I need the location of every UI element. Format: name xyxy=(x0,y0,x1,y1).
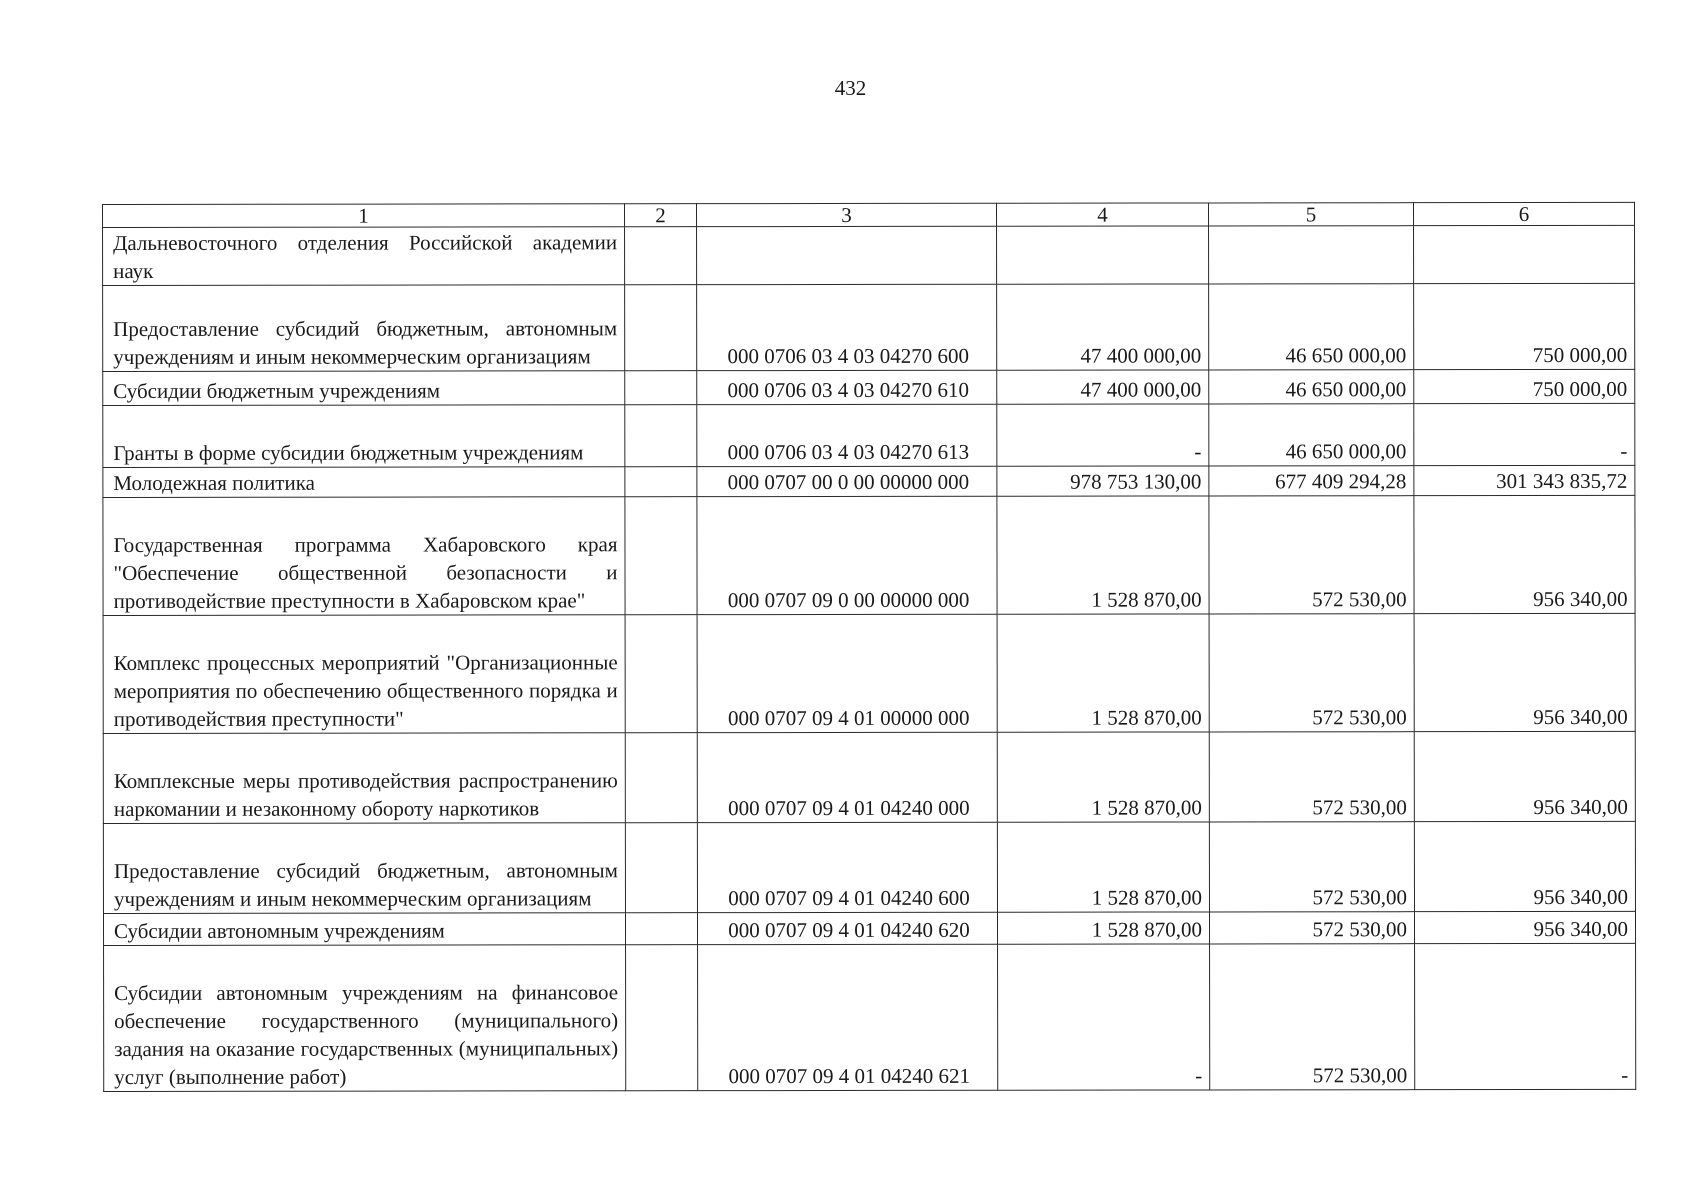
row-value-6: 750 000,00 xyxy=(1414,369,1635,403)
row-value-4: 1 528 870,00 xyxy=(997,614,1209,732)
row-code: 000 0707 09 4 01 04240 600 xyxy=(697,822,997,912)
header-row xyxy=(103,202,1635,227)
row-col2 xyxy=(626,945,698,1091)
row-code xyxy=(697,226,997,284)
row-col2 xyxy=(625,823,697,913)
table-row xyxy=(103,911,1635,945)
row-value-4: - xyxy=(997,404,1209,466)
table-row xyxy=(103,369,1635,405)
column-header-2: 2 xyxy=(625,204,697,227)
row-value-6: 750 000,00 xyxy=(1414,283,1635,369)
row-name: Субсидии автономным учреждениям xyxy=(103,913,625,946)
row-value-5: 572 530,00 xyxy=(1210,944,1415,1090)
column-header-1: 1 xyxy=(103,204,625,228)
row-value-4 xyxy=(997,226,1209,284)
row-value-5: 572 530,00 xyxy=(1209,614,1414,732)
row-value-5: 572 530,00 xyxy=(1209,822,1414,912)
row-code: 000 0706 03 4 03 04270 600 xyxy=(697,284,997,370)
row-code: 000 0706 03 4 03 04270 613 xyxy=(697,404,997,466)
row-name: Предоставление субсидий бюджетным, автономным учреждениям и иным некоммерческим организациям xyxy=(103,823,625,914)
row-col2 xyxy=(625,285,697,371)
row-col2 xyxy=(625,371,697,405)
row-value-4: 47 400 000,00 xyxy=(997,284,1209,370)
row-value-4: 1 528 870,00 xyxy=(997,732,1209,822)
row-col2 xyxy=(625,733,697,823)
row-col2 xyxy=(625,227,697,285)
row-value-5: 572 530,00 xyxy=(1209,912,1414,944)
table-row xyxy=(104,943,1636,1091)
row-name: Комплексные меры противодействия распространению наркомании и незаконному обороту наркотиков xyxy=(103,733,625,824)
row-name: Дальневосточного отделения Российской академии наук xyxy=(103,227,625,286)
row-value-5: 677 409 294,28 xyxy=(1209,466,1414,496)
table-row xyxy=(103,403,1635,467)
row-value-4: 1 528 870,00 xyxy=(997,912,1209,944)
row-value-6: 956 340,00 xyxy=(1414,731,1635,821)
row-value-6: 956 340,00 xyxy=(1414,495,1635,613)
row-name: Гранты в форме субсидии бюджетным учреждениям xyxy=(103,405,625,468)
row-value-4: 1 528 870,00 xyxy=(997,496,1209,614)
row-value-5: 572 530,00 xyxy=(1209,732,1414,822)
row-value-5: 46 650 000,00 xyxy=(1209,370,1414,404)
column-header-4: 4 xyxy=(996,203,1208,226)
row-col2 xyxy=(625,497,697,615)
page-number: 432 xyxy=(834,76,867,100)
row-code: 000 0706 03 4 03 04270 610 xyxy=(697,370,997,404)
row-value-5: 572 530,00 xyxy=(1209,496,1414,614)
row-code: 000 0707 09 0 00 00000 000 xyxy=(697,496,997,614)
table-row xyxy=(103,283,1635,371)
row-value-6: 956 340,00 xyxy=(1414,821,1635,911)
row-value-6: - xyxy=(1415,943,1636,1089)
row-col2 xyxy=(625,467,697,497)
row-value-4: 1 528 870,00 xyxy=(997,822,1209,912)
row-code: 000 0707 09 4 01 04240 000 xyxy=(697,732,997,822)
row-name: Государственная программа Хабаровского края "Обеспечение общественной безопасности и противодействие преступности в Хабаровском крае" xyxy=(103,497,625,616)
table-row xyxy=(103,225,1635,285)
row-code: 000 0707 09 4 01 00000 000 xyxy=(697,614,997,732)
table-row xyxy=(103,495,1635,615)
row-name: Субсидии бюджетным учреждениям xyxy=(103,371,625,406)
row-value-6: 956 340,00 xyxy=(1414,613,1635,731)
column-header-5: 5 xyxy=(1208,203,1413,226)
table-row xyxy=(103,731,1635,823)
row-value-5: 46 650 000,00 xyxy=(1209,404,1414,466)
row-col2 xyxy=(625,913,697,945)
row-name: Субсидии автономным учреждениям на финансовое обеспечение государственного (муниципального) задания на оказание государственных (муниципальных) услуг (выполнение работ) xyxy=(104,945,626,1092)
row-value-4: 978 753 130,00 xyxy=(997,466,1209,496)
row-col2 xyxy=(625,615,697,733)
row-code: 000 0707 09 4 01 04240 621 xyxy=(698,944,998,1090)
row-code: 000 0707 00 0 00 00000 000 xyxy=(697,466,997,496)
row-value-6: 956 340,00 xyxy=(1414,911,1635,943)
column-header-3: 3 xyxy=(697,203,997,226)
row-name: Комплекс процессных мероприятий "Организационные мероприятия по обеспечению общественного порядка и противодействия преступности" xyxy=(103,615,625,734)
row-value-6: - xyxy=(1414,403,1635,465)
budget-table xyxy=(102,202,1636,1092)
row-value-4: - xyxy=(998,944,1210,1090)
table-row xyxy=(103,465,1635,497)
row-value-4: 47 400 000,00 xyxy=(997,370,1209,404)
row-name: Молодежная политика xyxy=(103,467,625,498)
row-value-6 xyxy=(1414,225,1635,283)
row-value-5 xyxy=(1209,226,1414,284)
column-header-6: 6 xyxy=(1413,202,1634,225)
table-row xyxy=(103,821,1635,913)
row-col2 xyxy=(625,405,697,467)
row-code: 000 0707 09 4 01 04240 620 xyxy=(697,912,997,944)
row-value-6: 301 343 835,72 xyxy=(1414,465,1635,495)
row-name: Предоставление субсидий бюджетным, автономным учреждениям и иным некоммерческим организациям xyxy=(103,285,625,372)
table-row xyxy=(103,613,1635,733)
row-value-5: 46 650 000,00 xyxy=(1209,284,1414,370)
